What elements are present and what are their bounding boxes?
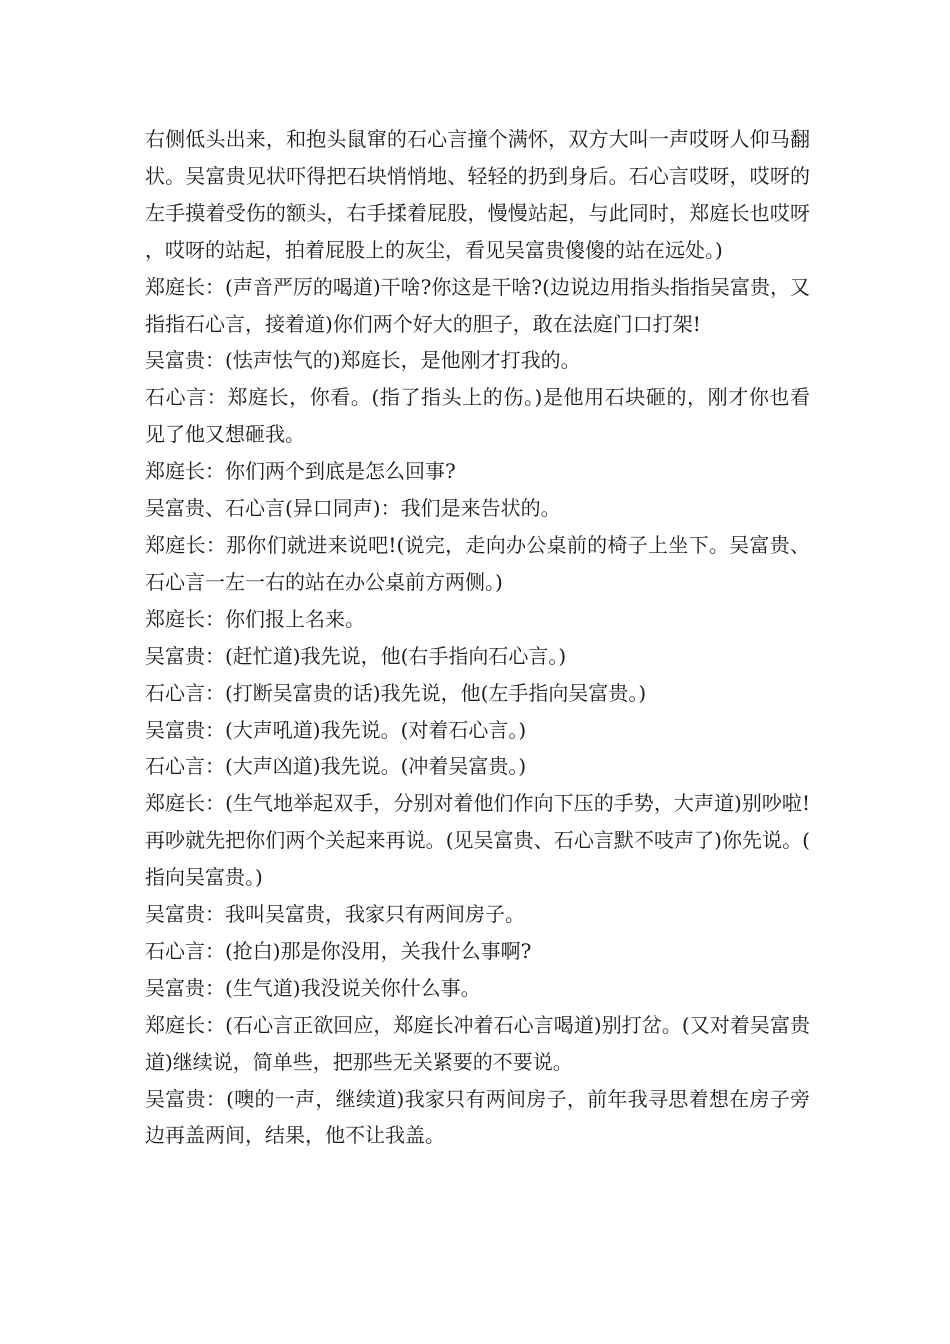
paragraph: 吴富贵：(生气道)我没说关你什么事。 [145,975,481,1000]
paragraph: 郑庭长：(声音严厉的喝道)干啥?你这是干啥?(边说边用指头指指吴富贵，又指指石心言，接着道)你们两个好大的胆子，敢在法庭门口打架! [145,274,810,336]
script-text-body [145,121,810,1154]
paragraph: 郑庭长：你们报上名来。 [145,606,365,631]
paragraph: 吴富贵：(赶忙道)我先说，他(右手指向石心言。) [145,643,567,668]
paragraph: 郑庭长：(石心言正欲回应，郑庭长冲着石心言喝道)别打岔。(又对着吴富贵道)继续说，简单些，把那些无关紧要的不要说。 [145,1012,810,1074]
paragraph: 郑庭长：你们两个到底是怎么回事? [145,459,456,484]
paragraph: 郑庭长：(生气地举起双手，分别对着他们作向下压的手势，大声道)别吵啦!再吵就先把你们两个关起来再说。(见吴富贵、石心言默不吱声了)你先说。(指向吴富贵。) [145,791,810,890]
paragraph: 石心言：(打断吴富贵的话)我先说，他(左手指向吴富贵。) [145,680,647,705]
paragraph: 吴富贵：我叫吴富贵，我家只有两间房子。 [145,902,525,927]
paragraph: 吴富贵：(怯声怯气的)郑庭长，是他刚才打我的。 [145,348,581,373]
paragraph: 石心言：郑庭长，你看。(指了指头上的伤。)是他用石块砸的，刚才你也看见了他又想砸我。 [145,385,810,447]
paragraph: 吴富贵：(噢的一声，继续道)我家只有两间房子，前年我寻思着想在房子旁边再盖两间，结果，他不让我盖。 [145,1086,810,1148]
paragraph: 石心言：(大声凶道)我先说。(冲着吴富贵。) [145,754,527,779]
paragraph: 右侧低头出来，和抱头鼠窜的石心言撞个满怀，双方大叫一声哎呀人仰马翻状。吴富贵见状吓得把石块悄悄地、轻轻的扔到身后。石心言哎呀，哎呀的左手摸着受伤的额头，右手揉着屁股，慢慢站起，与此同时，郑庭长也哎呀，哎呀的站起，拍着屁股上的灰尘，看见吴富贵傻傻的站在远处。) [145,127,810,262]
paragraph: 郑庭长：那你们就进来说吧!(说完，走向办公桌前的椅子上坐下。吴富贵、石心言一左一右的站在办公桌前方两侧。) [145,532,810,594]
paragraph: 吴富贵、石心言(异口同声)：我们是来告状的。 [145,496,561,521]
paragraph: 石心言：(抢白)那是你没用，关我什么事啊? [145,938,532,963]
paragraph: 吴富贵：(大声吼道)我先说。(对着石心言。) [145,717,527,742]
